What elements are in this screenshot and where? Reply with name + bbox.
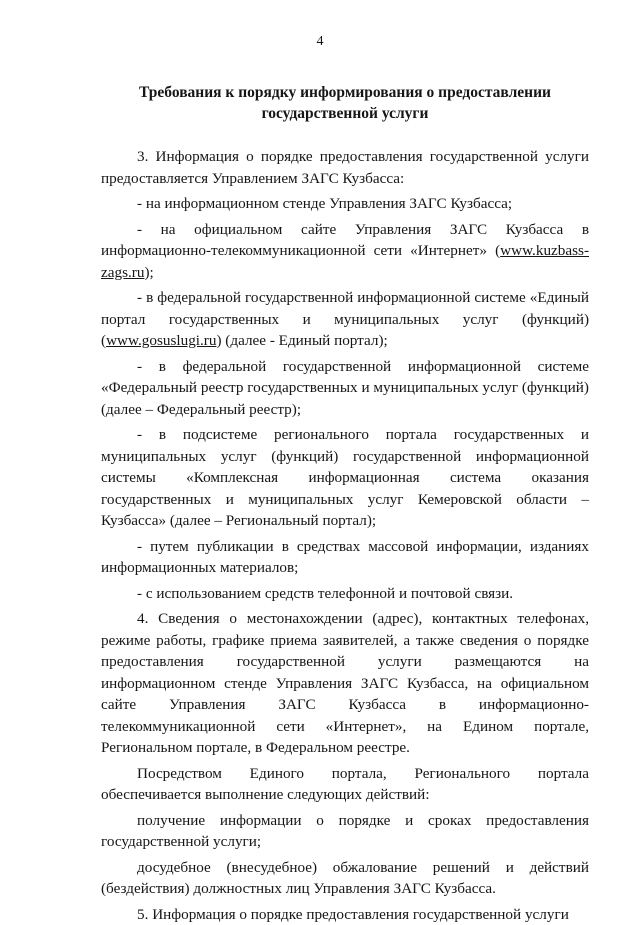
section-title-line-1: Требования к порядку информирования о предоставлении [100, 82, 590, 103]
gosuslugi-link[interactable]: www.gosuslugi.ru [106, 332, 216, 349]
bullet-official-site-text: - на официальном сайте Управления ЗАГС Кузбасса в информационно-телекоммуникационной сети «Интернет» ( [101, 221, 589, 260]
bullet-federal-register: - в федеральной государственной информационной системе «Федеральный реестр государственных и муниципальных услуг (функций) (далее – Федеральный реестр); [101, 356, 589, 421]
paragraph-appeal: досудебное (внесудебное) обжалование решений и действий (бездействия) должностных лиц Управления ЗАГС Кузбасса. [101, 857, 589, 900]
section-title [100, 82, 590, 124]
paragraph-portal-actions: Посредством Единого портала, Регионального портала обеспечивается выполнение следующих действий: [101, 763, 589, 806]
bullet-mass-media: - путем публикации в средствах массовой информации, изданиях информационных материалов; [101, 536, 589, 579]
bullet-info-stand: - на информационном стенде Управления ЗАГС Кузбасса; [101, 193, 589, 215]
bullet-regional-portal: - в подсистеме регионального портала государственных и муниципальных услуг (функций) государственной информационной системы «Комплексная информационная система оказания государственных и муниципальных услуг Кемеровской области – Кузбасса» (далее – Региональный портал); [101, 424, 589, 532]
bullet-unified-portal-end: ) (далее - Единый портал); [216, 332, 387, 349]
paragraph-get-info: получение информации о порядке и сроках предоставления государственной услуги; [101, 810, 589, 853]
bullet-official-site [101, 219, 589, 284]
bullet-unified-portal [101, 287, 589, 352]
section-title-line-2: государственной услуги [100, 103, 590, 124]
document-body [101, 146, 589, 925]
bullet-official-site-end: ); [144, 264, 153, 281]
kuzbass-zags-link[interactable]: www.kuzbass-zags.ru [101, 242, 589, 281]
paragraph-3-intro: 3. Информация о порядке предоставления государственной услуги предоставляется Управлением ЗАГС Кузбасса: [101, 146, 589, 189]
bullet-unified-portal-text: - в федеральной государственной информационной системе «Единый портал государственных и муниципальных услуг (функций) ( [101, 289, 589, 349]
page-number: 4 [0, 34, 640, 50]
bullet-phone-mail: - с использованием средств телефонной и почтовой связи. [101, 583, 589, 605]
paragraph-4: 4. Сведения о местонахождении (адрес), контактных телефонах, режиме работы, графике приема заявителей, а также сведения о порядке предоставления государственной услуги размещаются на информационном стенде Управления ЗАГС Кузбасса, на официальном сайте Управления ЗАГС Кузбасса в информационно-телекоммуникационной сети «Интернет», на Едином портале, Региональном портале, в Федеральном реестре. [101, 608, 589, 759]
paragraph-5-start: 5. Информация о порядке предоставления государственной услуги [101, 904, 589, 925]
